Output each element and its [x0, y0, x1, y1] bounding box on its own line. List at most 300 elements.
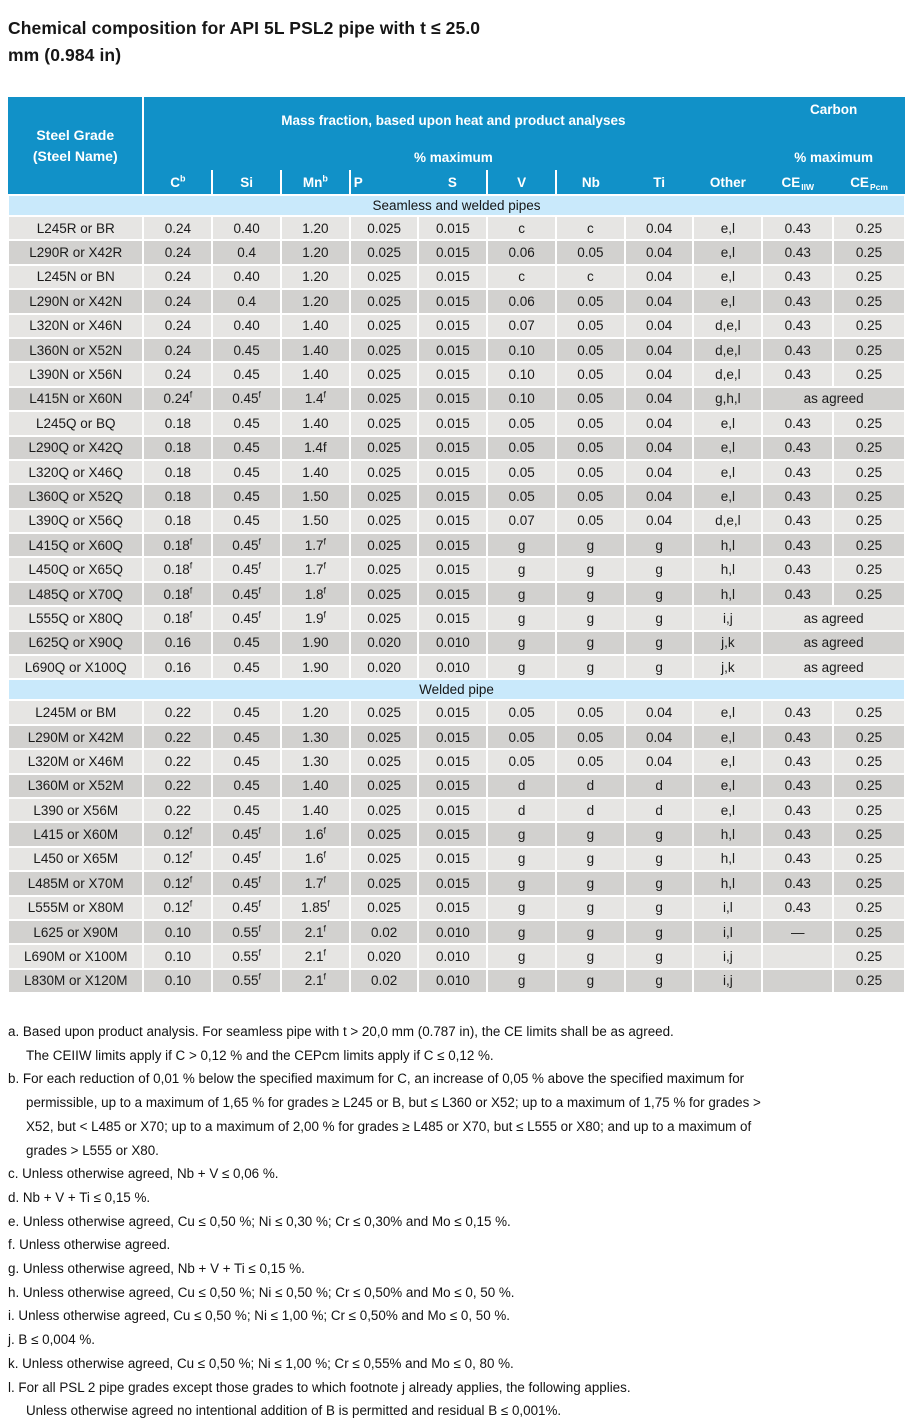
grade-cell: L245M or BM [8, 700, 143, 724]
value-cell: g [556, 822, 625, 846]
value-cell: 0.05 [556, 484, 625, 508]
value-cell: 0.45 [212, 700, 281, 724]
value-cell: 0.43 [762, 700, 833, 724]
table-row [8, 896, 905, 920]
value-cell: 0.05 [556, 700, 625, 724]
value-cell: i,j [693, 944, 762, 968]
grade-cell: L320M or X46M [8, 749, 143, 773]
value-cell: 0.05 [556, 509, 625, 533]
table-row [8, 920, 905, 944]
value-cell: 0.25 [833, 509, 905, 533]
value-cell: 0.43 [762, 216, 833, 240]
value-cell: g [556, 631, 625, 655]
value-cell: d [487, 798, 556, 822]
value-cell: 0.04 [625, 387, 694, 411]
column-header-c-b: $C^b$ [143, 170, 212, 195]
value-cell: i,j [693, 606, 762, 630]
value-cell: 0.43 [762, 557, 833, 581]
value-cell: 0.18 [143, 460, 212, 484]
value-cell: 0.04 [625, 700, 694, 724]
value-cell: g [556, 655, 625, 679]
table-row [8, 436, 905, 460]
value-cell: h,l [693, 822, 762, 846]
value-cell: 0.25 [833, 216, 905, 240]
table-row [8, 460, 905, 484]
value-cell: 0.4 [212, 240, 281, 264]
value-cell: 0.10 [487, 362, 556, 386]
footnote-item: d. Nb + V + Ti ≤ 0,15 %. [8, 1189, 151, 1205]
value-cell: 0.55$^f$ [212, 920, 281, 944]
value-cell: 0.10 [143, 944, 212, 968]
value-cell: d,e,l [693, 509, 762, 533]
value-cell: 0.05 [556, 240, 625, 264]
value-cell: g [625, 606, 694, 630]
value-cell: 0.025 [350, 774, 419, 798]
value-cell: e,l [693, 798, 762, 822]
value-cell: 0.43 [762, 749, 833, 773]
footnote-item: c. Unless otherwise agreed, Nb + V ≤ 0,06 %. [8, 1166, 279, 1182]
table-row [8, 944, 905, 968]
value-cell: g [625, 822, 694, 846]
composition-table [7, 97, 906, 994]
column-header-si: Si [212, 170, 281, 195]
value-cell: 0.015 [418, 216, 487, 240]
value-cell: 0.010 [418, 920, 487, 944]
value-cell: c [556, 216, 625, 240]
value-cell: 0.25 [833, 774, 905, 798]
value-cell: 1.20 [281, 265, 350, 289]
value-cell: 0.05 [487, 436, 556, 460]
value-cell: 0.45 [212, 749, 281, 773]
value-cell: 0.43 [762, 582, 833, 606]
value-cell: 0.22 [143, 798, 212, 822]
value-cell: j,k [693, 655, 762, 679]
value-cell: 0.025 [350, 460, 419, 484]
value-cell: as agreed [762, 655, 905, 679]
value-cell: 0.43 [762, 289, 833, 313]
value-cell: g [625, 631, 694, 655]
value-cell: e,l [693, 725, 762, 749]
value-cell: 1.6$^f$ [281, 847, 350, 871]
value-cell: g [625, 920, 694, 944]
value-cell: 1.40 [281, 362, 350, 386]
value-cell: 0.015 [418, 289, 487, 313]
value-cell: 0.45 [212, 460, 281, 484]
value-cell: 0.43 [762, 509, 833, 533]
value-cell: 0.015 [418, 411, 487, 435]
value-cell: 1.7$^f$ [281, 871, 350, 895]
value-cell: 0.04 [625, 725, 694, 749]
footnote-item: e. Unless otherwise agreed, Cu ≤ 0,50 %; Ni ≤ 0,30 %; Cr ≤ 0,30% and Mo ≤ 0,15 %. [8, 1213, 511, 1229]
value-cell: 0.05 [556, 387, 625, 411]
value-cell: d [556, 774, 625, 798]
value-cell: 0.43 [762, 411, 833, 435]
value-cell: 0.10 [487, 387, 556, 411]
table-row [8, 582, 905, 606]
grade-cell: L690M or X100M [8, 944, 143, 968]
value-cell: g [556, 557, 625, 581]
table-row [8, 606, 905, 630]
value-cell: g [487, 533, 556, 557]
value-cell: 0.45$^f$ [212, 822, 281, 846]
value-cell: 0.43 [762, 240, 833, 264]
value-cell: 0.015 [418, 338, 487, 362]
value-cell: 0.25 [833, 240, 905, 264]
value-cell: 1.30 [281, 749, 350, 773]
value-cell: 0.02 [350, 969, 419, 993]
table-row [8, 387, 905, 411]
value-cell: g [487, 582, 556, 606]
value-cell: 0.18$^f$ [143, 533, 212, 557]
value-cell: 0.06 [487, 289, 556, 313]
footnote-item: b. For each reduction of 0,01 % below the specified maximum for C, an increase of 0,05 % above the specified maximum for permissible, up to a maximum of 1,65 % for grades ≥ L245 or B, but ≤ L360 or X52; up to a maximum of 1,75 % for grades > X52, but < L485 or X70; up to a maximum of 2,00 % for grades ≥ L485 or X70, but ≤ L555 or X80; and up to a maximum of grades > L555 or X80. [8, 1067, 904, 1162]
grade-cell: L485M or X70M [8, 871, 143, 895]
value-cell: e,l [693, 411, 762, 435]
value-cell: 1.40 [281, 411, 350, 435]
value-cell: 0.45 [212, 338, 281, 362]
value-cell: 0.18 [143, 484, 212, 508]
value-cell: 0.05 [556, 338, 625, 362]
value-cell: 0.25 [833, 557, 905, 581]
header-carbon: Carbon [762, 97, 905, 144]
composition-table-wrap [7, 97, 906, 994]
value-cell: 0.04 [625, 265, 694, 289]
value-cell: 0.015 [418, 362, 487, 386]
value-cell: 0.25 [833, 798, 905, 822]
value-cell: g [556, 896, 625, 920]
value-cell: g [556, 944, 625, 968]
value-cell: 0.18$^f$ [143, 557, 212, 581]
value-cell: 0.16 [143, 655, 212, 679]
value-cell: 0.45 [212, 631, 281, 655]
value-cell: 0.05 [487, 484, 556, 508]
value-cell: 0.015 [418, 725, 487, 749]
value-cell: 0.45$^f$ [212, 606, 281, 630]
table-row [8, 798, 905, 822]
page-title-line1: Chemical composition for API 5L PSL2 pipe with t ≤ 25.0 [8, 18, 481, 38]
footnote-continuation: grades > L555 or X80. [26, 1142, 159, 1158]
grade-cell: L555Q or X80Q [8, 606, 143, 630]
value-cell: 0.015 [418, 314, 487, 338]
header-percent-maximum-carbon: % maximum [762, 144, 905, 170]
value-cell: 0.45$^f$ [212, 582, 281, 606]
value-cell: 0.45$^f$ [212, 533, 281, 557]
value-cell: 0.025 [350, 896, 419, 920]
value-cell: g [487, 847, 556, 871]
table-row [8, 749, 905, 773]
value-cell: e,l [693, 216, 762, 240]
table-row [8, 871, 905, 895]
value-cell: 0.25 [833, 725, 905, 749]
value-cell: 0.015 [418, 387, 487, 411]
value-cell: 0.25 [833, 289, 905, 313]
value-cell: 1.90 [281, 631, 350, 655]
value-cell: 1.4f [281, 436, 350, 460]
value-cell: g [625, 969, 694, 993]
grade-cell: L290Q or X42Q [8, 436, 143, 460]
value-cell: 1.50 [281, 484, 350, 508]
value-cell: 0.40 [212, 216, 281, 240]
value-cell: 0.24 [143, 362, 212, 386]
value-cell: 0.25 [833, 314, 905, 338]
grade-cell: L415 or X60M [8, 822, 143, 846]
value-cell: c [556, 265, 625, 289]
grade-cell: L390 or X56M [8, 798, 143, 822]
column-header-v: V [487, 170, 556, 195]
value-cell: g [487, 871, 556, 895]
value-cell: 0.45 [212, 411, 281, 435]
value-cell: 0.45 [212, 774, 281, 798]
value-cell: c [487, 265, 556, 289]
value-cell: g [487, 655, 556, 679]
value-cell: 0.25 [833, 582, 905, 606]
value-cell: 0.25 [833, 969, 905, 993]
value-cell: e,l [693, 265, 762, 289]
grade-cell: L360N or X52N [8, 338, 143, 362]
value-cell: 0.015 [418, 822, 487, 846]
column-header-s: S [418, 170, 487, 195]
value-cell: g [487, 557, 556, 581]
value-cell: d,e,l [693, 362, 762, 386]
value-cell: e,l [693, 460, 762, 484]
header-steel-grade-line1: Steel Grade [36, 126, 115, 143]
value-cell: 0.07 [487, 314, 556, 338]
grade-cell: L390N or X56N [8, 362, 143, 386]
table-row [8, 411, 905, 435]
value-cell: 0.04 [625, 362, 694, 386]
value-cell: 0.025 [350, 411, 419, 435]
value-cell: 1.40 [281, 460, 350, 484]
value-cell: 1.40 [281, 774, 350, 798]
value-cell: 0.025 [350, 314, 419, 338]
value-cell: 0.05 [487, 725, 556, 749]
section-row [8, 195, 905, 216]
table-row [8, 533, 905, 557]
value-cell: c [487, 216, 556, 240]
value-cell: 1.4$^f$ [281, 387, 350, 411]
value-cell: 0.55$^f$ [212, 944, 281, 968]
value-cell: g [487, 896, 556, 920]
table-row [8, 362, 905, 386]
value-cell: 1.20 [281, 240, 350, 264]
value-cell: 0.43 [762, 484, 833, 508]
value-cell: 1.20 [281, 216, 350, 240]
value-cell: 0.25 [833, 896, 905, 920]
value-cell: g [625, 896, 694, 920]
value-cell: 0.25 [833, 362, 905, 386]
page-title [8, 15, 480, 69]
value-cell: 1.40 [281, 798, 350, 822]
value-cell: 0.015 [418, 700, 487, 724]
value-cell: 0.025 [350, 582, 419, 606]
value-cell: 0.43 [762, 460, 833, 484]
value-cell: 0.010 [418, 969, 487, 993]
value-cell: — [762, 920, 833, 944]
table-row [8, 822, 905, 846]
value-cell: 0.24 [143, 216, 212, 240]
value-cell: g [625, 871, 694, 895]
value-cell: 0.025 [350, 557, 419, 581]
value-cell: 0.025 [350, 822, 419, 846]
value-cell: 0.16 [143, 631, 212, 655]
header-row-1 [8, 97, 905, 144]
table-row [8, 725, 905, 749]
value-cell: 0.025 [350, 362, 419, 386]
value-cell: 1.8$^f$ [281, 582, 350, 606]
value-cell: 0.025 [350, 240, 419, 264]
value-cell: 0.22 [143, 774, 212, 798]
column-header-mn-b: Mn$^b$ [281, 170, 350, 195]
value-cell: 0.22 [143, 749, 212, 773]
value-cell: 0.025 [350, 436, 419, 460]
footnote-item: h. Unless otherwise agreed, Cu ≤ 0,50 %; Ni ≤ 0,50 %; Cr ≤ 0,50% and Mo ≤ 0, 50 %. [8, 1284, 515, 1300]
table-row [8, 700, 905, 724]
value-cell: 0.43 [762, 362, 833, 386]
footnote-item: l. For all PSL 2 pipe grades except those grades to which footnote j already applies, the following applies. Unless otherwise agreed no intentional addition of B is permitted and residual B ≤ 0,001%. [8, 1376, 904, 1423]
grade-cell: L360Q or X52Q [8, 484, 143, 508]
grade-cell: L830M or X120M [8, 969, 143, 993]
grade-cell: L415N or X60N [8, 387, 143, 411]
grade-cell: L390Q or X56Q [8, 509, 143, 533]
value-cell: h,l [693, 557, 762, 581]
value-cell: i,l [693, 896, 762, 920]
header-row-2 [8, 144, 905, 170]
column-header-ti: Ti [625, 170, 694, 195]
value-cell: 0.010 [418, 655, 487, 679]
value-cell: 0.25 [833, 338, 905, 362]
value-cell: 0.015 [418, 749, 487, 773]
value-cell: 0.05 [487, 411, 556, 435]
value-cell: i,l [693, 920, 762, 944]
value-cell: d [556, 798, 625, 822]
footnote-item: k. Unless otherwise agreed, Cu ≤ 0,50 %; Ni ≤ 1,00 %; Cr ≤ 0,55% and Mo ≤ 0, 80 %. [8, 1355, 514, 1371]
value-cell: 0.015 [418, 606, 487, 630]
footnote-continuation: X52, but < L485 or X70; up to a maximum of 2,00 % for grades ≥ L485 or X70, but ≤ L555 or X80; and up to a maximum of [26, 1118, 752, 1134]
grade-cell: L320Q or X46Q [8, 460, 143, 484]
table-row [8, 240, 905, 264]
value-cell: 1.7$^f$ [281, 533, 350, 557]
table-row [8, 655, 905, 679]
value-cell: 0.04 [625, 509, 694, 533]
header-steel-grade-line2: (Steel Name) [32, 147, 118, 164]
column-header-row [8, 170, 905, 195]
value-cell: h,l [693, 582, 762, 606]
table-row [8, 216, 905, 240]
value-cell: 0.24 [143, 314, 212, 338]
value-cell: 0.25 [833, 749, 905, 773]
value-cell: g [487, 920, 556, 944]
value-cell: e,l [693, 436, 762, 460]
value-cell: 0.12$^f$ [143, 896, 212, 920]
value-cell: 1.30 [281, 725, 350, 749]
value-cell [762, 944, 833, 968]
grade-cell: L555M or X80M [8, 896, 143, 920]
value-cell: 0.025 [350, 289, 419, 313]
value-cell: 0.05 [487, 749, 556, 773]
value-cell: 0.25 [833, 871, 905, 895]
value-cell: as agreed [762, 606, 905, 630]
value-cell: g [487, 606, 556, 630]
value-cell: 1.20 [281, 289, 350, 313]
header-steel-grade [8, 97, 143, 195]
value-cell: 0.025 [350, 700, 419, 724]
value-cell: 0.18$^f$ [143, 582, 212, 606]
value-cell: 0.025 [350, 216, 419, 240]
value-cell: 0.24$^f$ [143, 387, 212, 411]
value-cell: 1.7$^f$ [281, 557, 350, 581]
value-cell: 0.015 [418, 557, 487, 581]
column-header-ce-pcm: $CE_{Pcm}$ [833, 170, 905, 195]
grade-cell: L450 or X65M [8, 847, 143, 871]
value-cell: g [556, 871, 625, 895]
grade-cell: L245R or BR [8, 216, 143, 240]
value-cell: g [556, 920, 625, 944]
value-cell: 0.43 [762, 265, 833, 289]
value-cell: 0.18$^f$ [143, 606, 212, 630]
value-cell: j,k [693, 631, 762, 655]
value-cell: 0.04 [625, 338, 694, 362]
value-cell: 0.43 [762, 533, 833, 557]
footnotes [8, 1020, 904, 1423]
value-cell: 0.12$^f$ [143, 871, 212, 895]
value-cell: h,l [693, 533, 762, 557]
value-cell: 0.22 [143, 725, 212, 749]
value-cell: 0.45 [212, 362, 281, 386]
value-cell: d,e,l [693, 314, 762, 338]
footnote-continuation: Unless otherwise agreed no intentional addition of B is permitted and residual B ≤ 0,001%. [26, 1403, 562, 1419]
value-cell: 0.025 [350, 798, 419, 822]
value-cell: 1.6$^f$ [281, 822, 350, 846]
value-cell: 0.015 [418, 774, 487, 798]
value-cell: 0.45$^f$ [212, 847, 281, 871]
value-cell: 1.85$^f$ [281, 896, 350, 920]
grade-cell: L625 or X90M [8, 920, 143, 944]
value-cell: g [625, 533, 694, 557]
value-cell: 0.24 [143, 338, 212, 362]
value-cell: d [625, 798, 694, 822]
value-cell: d [487, 774, 556, 798]
table-row [8, 314, 905, 338]
table-row [8, 338, 905, 362]
footnote-continuation: permissible, up to a maximum of 1,65 % for grades ≥ L245 or B, but ≤ L360 or X52; up to a maximum of 1,75 % for grades > [26, 1095, 761, 1111]
value-cell: g [556, 533, 625, 557]
grade-cell: L415Q or X60Q [8, 533, 143, 557]
value-cell: 0.10 [143, 969, 212, 993]
grade-cell: L245Q or BQ [8, 411, 143, 435]
value-cell: g [625, 557, 694, 581]
value-cell: e,l [693, 774, 762, 798]
value-cell: 0.18 [143, 411, 212, 435]
value-cell: 0.24 [143, 240, 212, 264]
value-cell: 0.18 [143, 436, 212, 460]
value-cell: 0.04 [625, 411, 694, 435]
value-cell: e,l [693, 700, 762, 724]
grade-cell: L485Q or X70Q [8, 582, 143, 606]
value-cell: 0.43 [762, 436, 833, 460]
value-cell: g [487, 969, 556, 993]
grade-cell: L450Q or X65Q [8, 557, 143, 581]
value-cell: 0.015 [418, 798, 487, 822]
value-cell: 0.25 [833, 436, 905, 460]
value-cell: 1.20 [281, 700, 350, 724]
value-cell: 0.12$^f$ [143, 822, 212, 846]
value-cell: 0.43 [762, 896, 833, 920]
value-cell: h,l [693, 847, 762, 871]
value-cell: 0.04 [625, 436, 694, 460]
value-cell: 0.43 [762, 798, 833, 822]
value-cell: 0.025 [350, 871, 419, 895]
value-cell: 0.015 [418, 871, 487, 895]
